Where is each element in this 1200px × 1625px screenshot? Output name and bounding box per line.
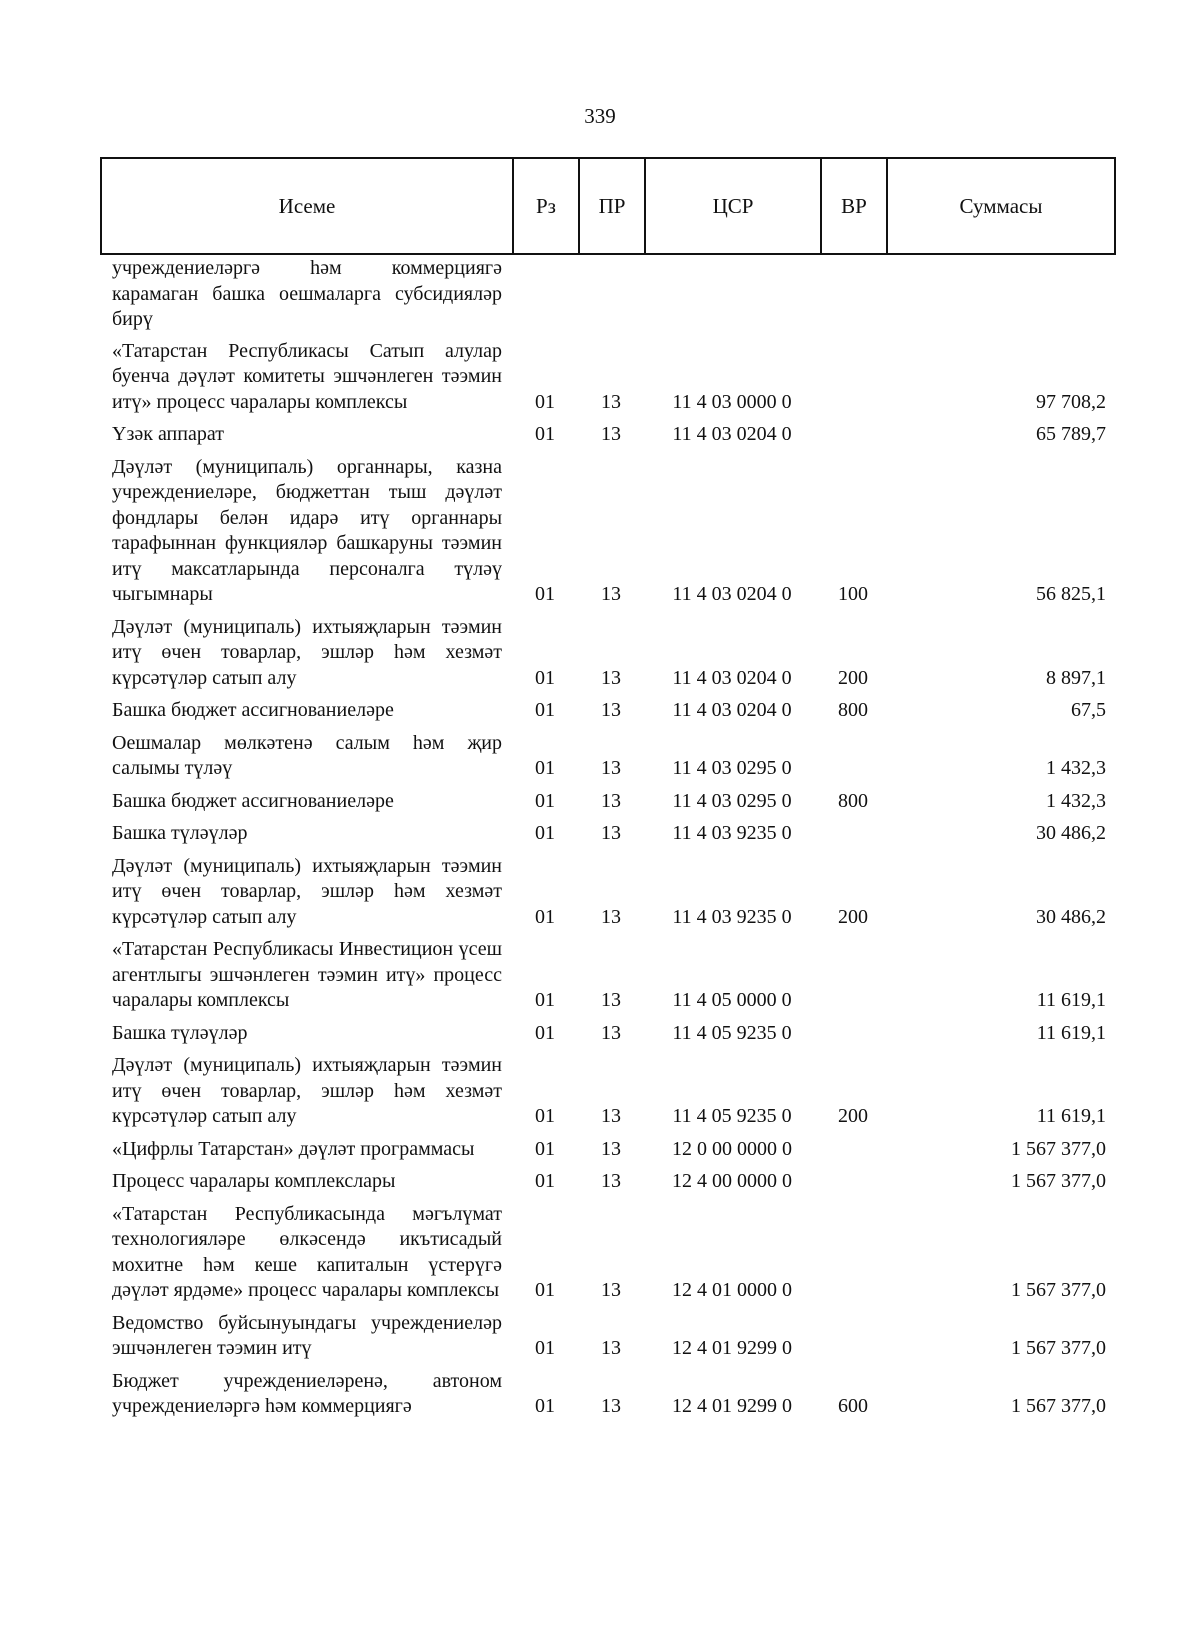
cell-rz: 01 <box>535 1105 555 1127</box>
cell-rz: 01 <box>535 1337 555 1359</box>
cell-csr: 11 4 03 0000 0 <box>672 390 792 413</box>
cell-vr <box>820 937 886 1021</box>
header-sum: Суммасы <box>887 158 1115 254</box>
cell-csr: 12 0 00 0000 0 <box>672 1137 792 1160</box>
cell-pr <box>578 256 644 339</box>
table-row <box>100 698 1114 731</box>
cell-sum: 1 567 377,0 <box>1011 1279 1106 1301</box>
cell-rz: 01 <box>535 757 555 779</box>
cell-sum: 97 708,2 <box>1036 390 1106 413</box>
cell-name: «Татарстан Республикасы Сатып алулар буенча дәүләт комитеты эшчәнлеген тәэмин итү» процесс чаралары комплексы <box>112 339 502 413</box>
cell-rz: 01 <box>535 1170 555 1192</box>
table-row <box>100 422 1114 455</box>
table-row <box>100 256 1114 339</box>
cell-vr: 100 <box>838 583 868 605</box>
table-row <box>100 1137 1114 1170</box>
cell-vr <box>820 731 886 789</box>
cell-sum: 1 432,3 <box>1046 757 1106 779</box>
cell-sum: 1 567 377,0 <box>1011 1395 1106 1417</box>
cell-csr: 11 4 05 9235 0 <box>672 1105 792 1127</box>
cell-sum: 1 432,3 <box>1046 789 1106 812</box>
cell-rz: 01 <box>535 583 555 605</box>
cell-csr: 12 4 01 9299 0 <box>672 1337 792 1359</box>
cell-pr: 13 <box>601 789 621 812</box>
cell-vr <box>820 1202 886 1311</box>
cell-name: Башка түләүләр <box>112 1021 248 1044</box>
cell-sum <box>886 256 1114 339</box>
header-vr: ВР <box>821 158 887 254</box>
cell-pr: 13 <box>601 1137 621 1160</box>
cell-name: Башка бюджет ассигнованиеләре <box>112 699 394 721</box>
cell-csr: 11 4 03 0204 0 <box>672 583 792 605</box>
cell-name: «Татарстан Республикасы Инвестицион үсеш агентлыгы эшчәнлеген тәэмин итү» процесс чаралары комплексы <box>112 938 502 1011</box>
header-name: Исеме <box>101 158 513 254</box>
cell-pr: 13 <box>601 757 621 779</box>
cell-vr <box>820 1169 886 1202</box>
header-rz: Рз <box>513 158 579 254</box>
cell-vr: 800 <box>838 699 868 721</box>
cell-pr: 13 <box>601 1021 621 1044</box>
cell-sum: 30 486,2 <box>1036 822 1106 844</box>
cell-sum: 65 789,7 <box>1036 423 1106 445</box>
cell-name: Башка түләүләр <box>112 822 248 844</box>
cell-name: Дәүләт (муниципаль) ихтыяҗларын тәэмин итү өчен товарлар, эшләр һәм хезмәт күрсәтүләр сатып алу <box>112 1054 502 1127</box>
cell-rz: 01 <box>535 989 555 1011</box>
cell-pr: 13 <box>601 1395 621 1417</box>
cell-vr: 600 <box>838 1395 868 1417</box>
cell-rz: 01 <box>535 905 555 928</box>
cell-vr <box>820 1021 886 1054</box>
cell-csr: 12 4 01 9299 0 <box>672 1395 792 1417</box>
cell-vr <box>820 1137 886 1170</box>
cell-rz: 01 <box>535 423 555 445</box>
cell-name: «Цифрлы Татарстан» дәүләт программасы <box>112 1137 475 1160</box>
table-row <box>100 937 1114 1021</box>
cell-rz: 01 <box>535 1021 555 1044</box>
cell-pr: 13 <box>601 822 621 844</box>
cell-vr: 200 <box>838 905 868 928</box>
table-row <box>100 854 1114 938</box>
cell-csr: 11 4 03 9235 0 <box>672 822 792 844</box>
page-number: 339 <box>584 104 616 128</box>
cell-vr: 800 <box>838 789 868 812</box>
cell-vr <box>820 339 886 423</box>
cell-csr: 11 4 03 0204 0 <box>672 423 792 445</box>
cell-name: Үзәк аппарат <box>112 423 224 445</box>
cell-rz: 01 <box>535 822 555 844</box>
cell-pr: 13 <box>601 390 621 413</box>
cell-name: Дәүләт (муниципаль) ихтыяҗларын тәэмин итү өчен товарлар, эшләр һәм хезмәт күрсәтүләр сатып алу <box>112 854 502 928</box>
cell-pr: 13 <box>601 1105 621 1127</box>
cell-pr: 13 <box>601 1279 621 1301</box>
cell-csr: 11 4 03 0204 0 <box>672 699 792 721</box>
cell-sum: 67,5 <box>1071 699 1106 721</box>
cell-sum: 11 619,1 <box>1036 989 1106 1011</box>
cell-name: «Татарстан Республикасында мәгълүмат технологияләре өлкәсендә икътисадый мохитне һәм кеше капиталын үстерүгә дәүләт ярдәме» процесс чаралары комплексы <box>112 1202 502 1301</box>
cell-pr: 13 <box>601 1170 621 1192</box>
cell-sum: 11 619,1 <box>1036 1105 1106 1127</box>
cell-sum: 1 567 377,0 <box>1011 1170 1106 1192</box>
cell-name: Оешмалар мөлкәтенә салым һәм җир салымы түләү <box>112 731 502 779</box>
header-csr: ЦСР <box>645 158 821 254</box>
table-row <box>100 821 1114 854</box>
budget-table <box>100 256 1114 1427</box>
cell-csr: 11 4 03 9235 0 <box>672 905 792 928</box>
cell-vr: 200 <box>838 1105 868 1127</box>
table-row <box>100 1053 1114 1137</box>
cell-sum: 30 486,2 <box>1036 905 1106 928</box>
cell-name: Бюджет учреждениеләренә, автоном учреждениеләргә һәм коммерциягә <box>112 1369 502 1417</box>
cell-rz: 01 <box>535 390 555 413</box>
cell-csr: 11 4 03 0295 0 <box>672 789 792 812</box>
table-row <box>100 1169 1114 1202</box>
cell-csr: 12 4 01 0000 0 <box>672 1279 792 1301</box>
cell-name: Процесс чаралары комплекслары <box>112 1170 396 1192</box>
cell-rz: 01 <box>535 1279 555 1301</box>
cell-name: учреждениеләргә һәм коммерциягә карамаган башка оешмаларга субсидияләр бирү <box>112 257 502 330</box>
header-pr: ПР <box>579 158 645 254</box>
cell-csr: 11 4 05 9235 0 <box>672 1021 792 1044</box>
cell-csr: 11 4 03 0295 0 <box>672 757 792 779</box>
cell-pr: 13 <box>601 989 621 1011</box>
cell-csr: 11 4 05 0000 0 <box>672 989 792 1011</box>
cell-rz <box>512 256 578 339</box>
cell-name: Ведомство буйсынуындагы учреждениеләр эшчәнлеген тәэмин итү <box>112 1311 502 1359</box>
cell-pr: 13 <box>601 583 621 605</box>
table-row <box>100 789 1114 822</box>
table-row <box>100 455 1114 615</box>
table-row <box>100 339 1114 423</box>
table-row <box>100 1369 1114 1427</box>
table-body <box>100 256 1114 1427</box>
cell-rz: 01 <box>535 1137 555 1160</box>
cell-pr: 13 <box>601 905 621 928</box>
cell-rz: 01 <box>535 789 555 812</box>
cell-pr: 13 <box>601 423 621 445</box>
cell-csr <box>644 256 820 339</box>
cell-sum: 8 897,1 <box>1046 666 1106 689</box>
cell-name: Башка бюджет ассигнованиеләре <box>112 789 394 812</box>
table-header <box>100 157 1116 255</box>
cell-rz: 01 <box>535 1395 555 1417</box>
table-row <box>100 1021 1114 1054</box>
cell-vr <box>820 256 886 339</box>
cell-csr: 12 4 00 0000 0 <box>672 1170 792 1192</box>
cell-vr <box>820 422 886 455</box>
cell-name: Дәүләт (муниципаль) ихтыяҗларын тәэмин итү өчен товарлар, эшләр һәм хезмәт күрсәтүләр сатып алу <box>112 615 502 689</box>
cell-pr: 13 <box>601 699 621 721</box>
cell-vr: 200 <box>838 666 868 689</box>
cell-sum: 11 619,1 <box>1036 1021 1106 1044</box>
cell-sum: 56 825,1 <box>1036 583 1106 605</box>
cell-name: Дәүләт (муниципаль) органнары, казна учреждениеләре, бюджеттан тыш дәүләт фондлары белән идарә итү органнары тарафыннан функцияләр башкаруны тәэмин итү максатларында персоналга түләү чыгымнары <box>112 455 502 605</box>
cell-pr: 13 <box>601 1337 621 1359</box>
cell-rz: 01 <box>535 699 555 721</box>
cell-sum: 1 567 377,0 <box>1011 1337 1106 1359</box>
cell-pr: 13 <box>601 666 621 689</box>
cell-vr <box>820 1311 886 1369</box>
cell-rz: 01 <box>535 666 555 689</box>
cell-vr <box>820 821 886 854</box>
table-row <box>100 615 1114 699</box>
table-row <box>100 731 1114 789</box>
table-row <box>100 1311 1114 1369</box>
table-row <box>100 1202 1114 1311</box>
cell-sum: 1 567 377,0 <box>1011 1137 1106 1160</box>
cell-csr: 11 4 03 0204 0 <box>672 666 792 689</box>
